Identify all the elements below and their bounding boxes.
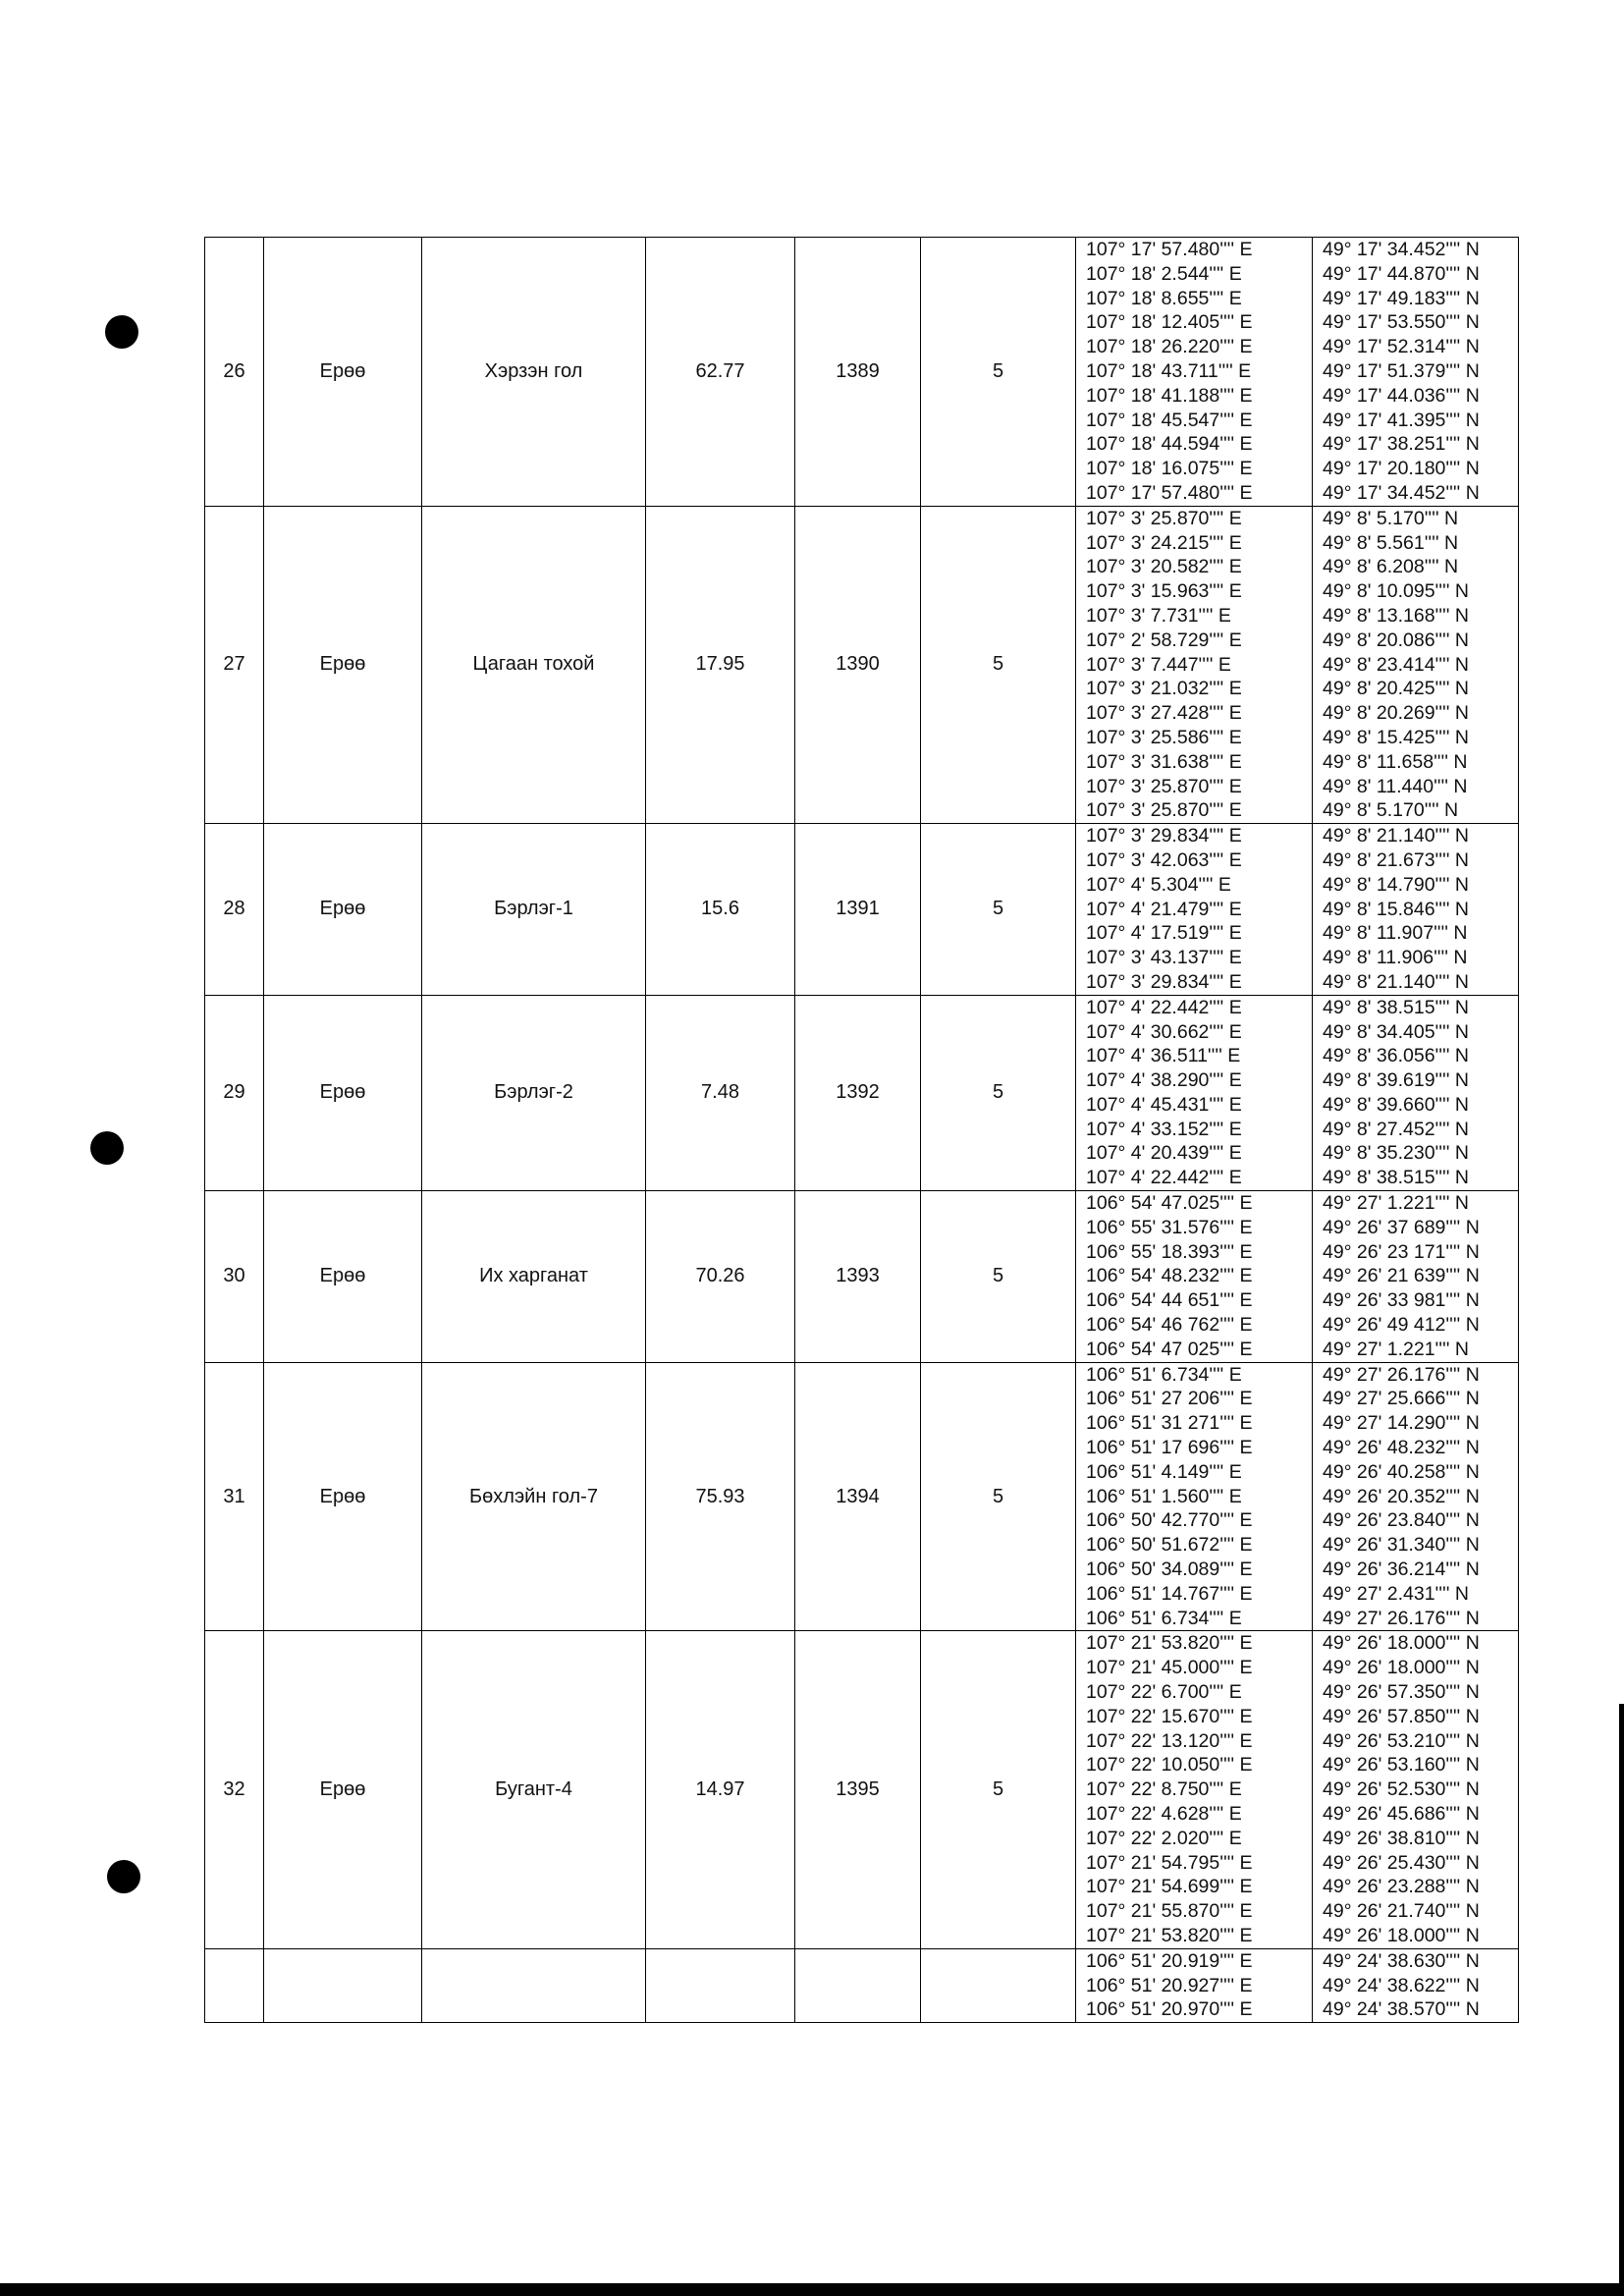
longitude-cell [1076, 506, 1313, 823]
latitude: 49° 26' 33 981'''' N [1323, 1289, 1480, 1312]
row-number: 31 [205, 1362, 264, 1631]
soum-name: Ерөө [264, 1631, 422, 1948]
soum-name: Ерөө [264, 824, 422, 996]
longitude: 107° 3' 25.870'''' E [1086, 799, 1242, 822]
longitude: 106° 50' 42.770'''' E [1086, 1509, 1253, 1532]
longitude: 106° 51' 6.734'''' E [1086, 1363, 1242, 1386]
latitude: 49° 26' 48.232'''' N [1323, 1437, 1480, 1459]
latitude: 49° 17' 51.379'''' N [1323, 359, 1480, 382]
longitude: 107° 22' 13.120'''' E [1086, 1729, 1253, 1752]
table-row [205, 238, 1519, 507]
soum-name: Ерөө [264, 506, 422, 823]
latitude: 49° 27' 25.666'''' N [1323, 1388, 1480, 1410]
punch-hole [90, 1131, 124, 1165]
latitude-cell [1313, 1631, 1519, 1948]
longitude: 106° 54' 47 025'''' E [1086, 1338, 1253, 1360]
area-value: 14.97 [646, 1631, 795, 1948]
longitude: 106° 54' 47.025'''' E [1086, 1192, 1253, 1215]
latitude-cell [1313, 238, 1519, 507]
count-value: 5 [921, 1631, 1076, 1948]
longitude: 107° 4' 22.442'''' E [1086, 1167, 1242, 1189]
soum-name [264, 1948, 422, 2022]
site-name [422, 1948, 646, 2022]
latitude: 49° 8' 10.095'''' N [1323, 580, 1469, 603]
latitude: 49° 24' 38.570'''' N [1323, 1998, 1480, 2021]
site-name: Хэрзэн гол [422, 238, 646, 507]
latitude: 49° 8' 5.170'''' N [1323, 799, 1459, 822]
row-number [205, 1948, 264, 2022]
latitude: 49° 26' 21 639'''' N [1323, 1265, 1480, 1287]
longitude: 107° 3' 27.428'''' E [1086, 702, 1242, 725]
longitude: 106° 51' 20.927'''' E [1086, 1974, 1253, 1996]
license-code: 1389 [795, 238, 921, 507]
longitude: 107° 3' 15.963'''' E [1086, 580, 1242, 603]
latitude: 49° 24' 38.622'''' N [1323, 1974, 1480, 1996]
longitude-cell [1076, 1362, 1313, 1631]
latitude: 49° 24' 38.630'''' N [1323, 1949, 1480, 1972]
longitude: 106° 51' 17 696'''' E [1086, 1437, 1253, 1459]
longitude: 106° 51' 31 271'''' E [1086, 1412, 1253, 1435]
longitude: 107° 21' 53.820'''' E [1086, 1924, 1253, 1946]
longitude: 107° 21' 45.000'''' E [1086, 1657, 1253, 1679]
longitude: 107° 22' 8.750'''' E [1086, 1778, 1242, 1801]
latitude: 49° 27' 14.290'''' N [1323, 1412, 1480, 1435]
latitude: 49° 17' 20.180'''' N [1323, 458, 1480, 480]
latitude: 49° 26' 53.160'''' N [1323, 1754, 1480, 1777]
count-value [921, 1948, 1076, 2022]
soum-name: Ерөө [264, 238, 422, 507]
longitude: 106° 54' 46 762'''' E [1086, 1314, 1253, 1337]
longitude: 106° 51' 20.970'''' E [1086, 1998, 1253, 2021]
latitude: 49° 8' 15.425'''' N [1323, 726, 1469, 748]
latitude-cell [1313, 995, 1519, 1190]
area-value: 17.95 [646, 506, 795, 823]
longitude: 107° 18' 45.547'''' E [1086, 409, 1253, 431]
soum-name: Ерөө [264, 1362, 422, 1631]
latitude: 49° 26' 57.850'''' N [1323, 1705, 1480, 1727]
table-row [205, 1362, 1519, 1631]
longitude: 107° 3' 20.582'''' E [1086, 556, 1242, 578]
latitude: 49° 8' 5.561'''' N [1323, 531, 1459, 554]
longitude: 107° 4' 21.479'''' E [1086, 898, 1242, 920]
longitude: 107° 21' 53.820'''' E [1086, 1632, 1253, 1655]
longitude: 107° 2' 58.729'''' E [1086, 629, 1242, 651]
latitude: 49° 26' 37 689'''' N [1323, 1216, 1480, 1238]
longitude: 107° 4' 5.304'''' E [1086, 873, 1231, 896]
longitude: 107° 22' 10.050'''' E [1086, 1754, 1253, 1777]
longitude: 106° 54' 48.232'''' E [1086, 1265, 1253, 1287]
longitude-cell [1076, 995, 1313, 1190]
longitude: 107° 3' 25.870'''' E [1086, 507, 1242, 529]
longitude-cell [1076, 238, 1313, 507]
area-value: 7.48 [646, 995, 795, 1190]
latitude: 49° 26' 52.530'''' N [1323, 1778, 1480, 1801]
longitude: 107° 18' 16.075'''' E [1086, 458, 1253, 480]
longitude-cell [1076, 1631, 1313, 1948]
license-code: 1395 [795, 1631, 921, 1948]
latitude: 49° 26' 20.352'''' N [1323, 1485, 1480, 1507]
license-code: 1392 [795, 995, 921, 1190]
license-code: 1393 [795, 1191, 921, 1363]
latitude: 49° 8' 34.405'''' N [1323, 1020, 1469, 1043]
count-value: 5 [921, 824, 1076, 996]
soum-name: Ерөө [264, 1191, 422, 1363]
latitude: 49° 8' 15.846'''' N [1323, 898, 1469, 920]
latitude: 49° 8' 11.906'''' N [1323, 947, 1468, 969]
longitude: 106° 51' 1.560'''' E [1086, 1485, 1242, 1507]
longitude: 107° 3' 31.638'''' E [1086, 750, 1242, 773]
latitude: 49° 17' 44.036'''' N [1323, 384, 1480, 407]
latitude: 49° 8' 20.086'''' N [1323, 629, 1469, 651]
longitude: 107° 22' 6.700'''' E [1086, 1681, 1242, 1704]
latitude: 49° 8' 36.056'''' N [1323, 1045, 1469, 1067]
latitude: 49° 8' 11.658'''' N [1323, 750, 1468, 773]
count-value: 5 [921, 1191, 1076, 1363]
longitude: 107° 21' 54.699'''' E [1086, 1876, 1253, 1898]
table-row [205, 1631, 1519, 1948]
longitude: 107° 22' 15.670'''' E [1086, 1705, 1253, 1727]
table-row [205, 995, 1519, 1190]
latitude: 49° 8' 13.168'''' N [1323, 604, 1469, 627]
scan-edge [0, 2283, 1624, 2296]
longitude: 107° 3' 29.834'''' E [1086, 825, 1242, 847]
row-number: 26 [205, 238, 264, 507]
latitude: 49° 26' 18.000'''' N [1323, 1924, 1480, 1946]
area-value: 70.26 [646, 1191, 795, 1363]
longitude: 107° 18' 2.544'''' E [1086, 262, 1242, 285]
longitude: 107° 18' 43.711'''' E [1086, 359, 1252, 382]
longitude: 107° 3' 43.137'''' E [1086, 947, 1242, 969]
latitude: 49° 27' 26.176'''' N [1323, 1363, 1480, 1386]
site-name: Цагаан тохой [422, 506, 646, 823]
longitude: 106° 51' 27 206'''' E [1086, 1388, 1253, 1410]
count-value: 5 [921, 238, 1076, 507]
longitude: 107° 4' 30.662'''' E [1086, 1020, 1242, 1043]
latitude: 49° 8' 11.907'''' N [1323, 922, 1468, 945]
latitude: 49° 8' 21.140'''' N [1323, 970, 1469, 993]
longitude: 107° 18' 8.655'''' E [1086, 287, 1242, 309]
latitude: 49° 17' 53.550'''' N [1323, 311, 1480, 334]
longitude: 107° 18' 26.220'''' E [1086, 336, 1253, 358]
license-code: 1390 [795, 506, 921, 823]
latitude: 49° 26' 18.000'''' N [1323, 1632, 1480, 1655]
latitude: 49° 26' 31.340'''' N [1323, 1534, 1480, 1557]
area-value [646, 1948, 795, 2022]
latitude: 49° 8' 6.208'''' N [1323, 556, 1459, 578]
latitude-cell [1313, 824, 1519, 996]
site-name: Бэрлэг-1 [422, 824, 646, 996]
row-number: 30 [205, 1191, 264, 1363]
latitude: 49° 17' 49.183'''' N [1323, 287, 1480, 309]
latitude: 49° 27' 26.176'''' N [1323, 1607, 1480, 1629]
latitude: 49° 26' 40.258'''' N [1323, 1460, 1480, 1483]
latitude-cell [1313, 1948, 1519, 2022]
latitude: 49° 27' 1.221'''' N [1323, 1338, 1469, 1360]
latitude: 49° 8' 20.269'''' N [1323, 702, 1469, 725]
longitude: 107° 3' 29.834'''' E [1086, 970, 1242, 993]
latitude: 49° 26' 21.740'''' N [1323, 1900, 1480, 1923]
longitude: 106° 51' 4.149'''' E [1086, 1460, 1242, 1483]
latitude: 49° 8' 38.515'''' N [1323, 1167, 1469, 1189]
longitude: 107° 18' 41.188'''' E [1086, 384, 1253, 407]
longitude: 107° 4' 20.439'''' E [1086, 1142, 1242, 1165]
longitude: 106° 55' 31.576'''' E [1086, 1216, 1253, 1238]
latitude: 49° 8' 11.440'''' N [1323, 775, 1468, 797]
row-number: 32 [205, 1631, 264, 1948]
longitude: 107° 4' 38.290'''' E [1086, 1069, 1242, 1092]
longitude: 107° 17' 57.480'''' E [1086, 481, 1253, 504]
table-row [205, 1191, 1519, 1363]
row-number: 28 [205, 824, 264, 996]
longitude: 107° 3' 7.447'''' E [1086, 653, 1231, 676]
latitude-cell [1313, 1362, 1519, 1631]
latitude: 49° 17' 41.395'''' N [1323, 409, 1480, 431]
longitude: 107° 3' 25.586'''' E [1086, 726, 1242, 748]
latitude: 49° 8' 38.515'''' N [1323, 996, 1469, 1018]
longitude: 107° 22' 2.020'''' E [1086, 1827, 1242, 1849]
longitude-cell [1076, 824, 1313, 996]
table-row [205, 506, 1519, 823]
latitude-cell [1313, 506, 1519, 823]
table-row [205, 824, 1519, 996]
latitude: 49° 26' 23.840'''' N [1323, 1509, 1480, 1532]
longitude-cell [1076, 1948, 1313, 2022]
longitude: 107° 22' 4.628'''' E [1086, 1803, 1242, 1825]
longitude: 107° 4' 33.152'''' E [1086, 1118, 1242, 1140]
latitude: 49° 26' 53.210'''' N [1323, 1729, 1480, 1752]
longitude: 107° 4' 45.431'''' E [1086, 1093, 1242, 1116]
longitude-cell [1076, 1191, 1313, 1363]
site-name: Бугант-4 [422, 1631, 646, 1948]
scan-edge [1619, 1704, 1624, 2283]
site-name: Бэрлэг-2 [422, 995, 646, 1190]
latitude: 49° 27' 2.431'''' N [1323, 1582, 1469, 1605]
row-number: 27 [205, 506, 264, 823]
longitude: 107° 18' 12.405'''' E [1086, 311, 1253, 334]
site-name: Бөхлэйн гол-7 [422, 1362, 646, 1631]
license-code: 1391 [795, 824, 921, 996]
longitude: 107° 21' 54.795'''' E [1086, 1851, 1253, 1874]
longitude: 107° 17' 57.480'''' E [1086, 239, 1253, 260]
latitude: 49° 8' 39.619'''' N [1323, 1069, 1469, 1092]
latitude: 49° 17' 34.452'''' N [1323, 481, 1480, 504]
latitude: 49° 26' 49 412'''' N [1323, 1314, 1480, 1337]
longitude: 106° 51' 20.919'''' E [1086, 1949, 1253, 1972]
table-row [205, 1948, 1519, 2022]
longitude: 107° 18' 44.594'''' E [1086, 433, 1253, 456]
latitude: 49° 17' 44.870'''' N [1323, 262, 1480, 285]
longitude: 107° 3' 42.063'''' E [1086, 848, 1242, 871]
latitude: 49° 17' 38.251'''' N [1323, 433, 1480, 456]
area-value: 15.6 [646, 824, 795, 996]
longitude: 106° 50' 51.672'''' E [1086, 1534, 1253, 1557]
latitude: 49° 26' 57.350'''' N [1323, 1681, 1480, 1704]
latitude: 49° 26' 38.810'''' N [1323, 1827, 1480, 1849]
count-value: 5 [921, 506, 1076, 823]
longitude: 107° 4' 17.519'''' E [1086, 922, 1242, 945]
longitude: 107° 3' 7.731'''' E [1086, 604, 1231, 627]
latitude: 49° 26' 18.000'''' N [1323, 1657, 1480, 1679]
latitude: 49° 8' 20.425'''' N [1323, 678, 1469, 700]
longitude: 106° 51' 14.767'''' E [1086, 1582, 1253, 1605]
latitude: 49° 26' 23.288'''' N [1323, 1876, 1480, 1898]
latitude: 49° 17' 34.452'''' N [1323, 239, 1480, 260]
latitude: 49° 8' 21.673'''' N [1323, 848, 1469, 871]
license-code: 1394 [795, 1362, 921, 1631]
longitude: 107° 3' 21.032'''' E [1086, 678, 1242, 700]
latitude: 49° 27' 1.221'''' N [1323, 1192, 1469, 1215]
latitude: 49° 8' 21.140'''' N [1323, 825, 1469, 847]
area-value: 75.93 [646, 1362, 795, 1631]
latitude: 49° 26' 45.686'''' N [1323, 1803, 1480, 1825]
latitude: 49° 8' 23.414'''' N [1323, 653, 1469, 676]
latitude: 49° 26' 25.430'''' N [1323, 1851, 1480, 1874]
row-number: 29 [205, 995, 264, 1190]
site-name: Их харганат [422, 1191, 646, 1363]
longitude: 107° 3' 25.870'''' E [1086, 775, 1242, 797]
latitude: 49° 26' 36.214'''' N [1323, 1558, 1480, 1581]
punch-hole [105, 315, 138, 349]
soum-name: Ерөө [264, 995, 422, 1190]
longitude: 107° 21' 55.870'''' E [1086, 1900, 1253, 1923]
longitude: 106° 51' 6.734'''' E [1086, 1607, 1242, 1629]
longitude: 107° 4' 22.442'''' E [1086, 996, 1242, 1018]
latitude: 49° 8' 27.452'''' N [1323, 1118, 1469, 1140]
punch-hole [107, 1860, 140, 1893]
latitude: 49° 8' 14.790'''' N [1323, 873, 1469, 896]
coordinates-table [204, 237, 1519, 2023]
longitude: 106° 50' 34.089'''' E [1086, 1558, 1253, 1581]
longitude: 106° 55' 18.393'''' E [1086, 1240, 1253, 1263]
latitude: 49° 17' 52.314'''' N [1323, 336, 1480, 358]
latitude: 49° 26' 23 171'''' N [1323, 1240, 1480, 1263]
license-code [795, 1948, 921, 2022]
latitude-cell [1313, 1191, 1519, 1363]
area-value: 62.77 [646, 238, 795, 507]
latitude: 49° 8' 39.660'''' N [1323, 1093, 1469, 1116]
count-value: 5 [921, 1362, 1076, 1631]
latitude: 49° 8' 5.170'''' N [1323, 507, 1459, 529]
latitude: 49° 8' 35.230'''' N [1323, 1142, 1469, 1165]
longitude: 107° 4' 36.511'''' E [1086, 1045, 1241, 1067]
longitude: 107° 3' 24.215'''' E [1086, 531, 1242, 554]
longitude: 106° 54' 44 651'''' E [1086, 1289, 1253, 1312]
count-value: 5 [921, 995, 1076, 1190]
